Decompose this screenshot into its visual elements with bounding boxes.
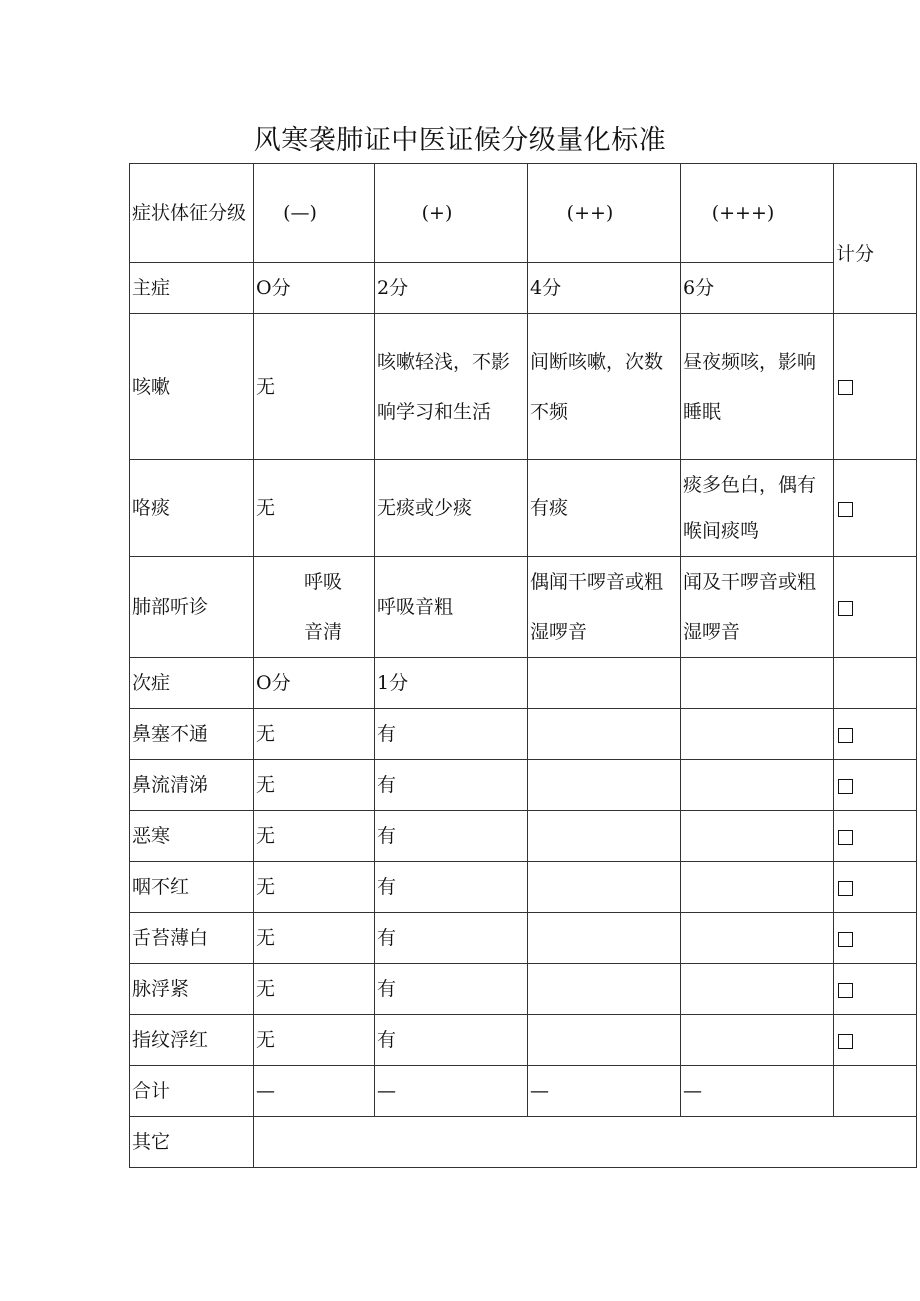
grade-present: 有 [375,913,528,964]
table-row [130,760,917,811]
grade-none: 无 [254,460,375,557]
score-cell [834,964,917,1015]
symptom-name: 咳嗽 [130,314,254,460]
header-grade-none: (—) [254,164,375,263]
score-cell [834,760,917,811]
main-score-0: O分 [254,263,375,314]
secondary-score-0: O分 [254,658,375,709]
grade-none: 无 [254,760,375,811]
empty-cell [681,913,834,964]
score-cell [834,913,917,964]
score-checkbox[interactable] [838,881,853,896]
table-row [130,811,917,862]
table-row [130,557,917,658]
score-cell [834,862,917,913]
other-notes-cell[interactable] [254,1117,917,1168]
score-checkbox[interactable] [838,601,853,616]
grade-present: 有 [375,964,528,1015]
main-symptom-header-row [130,263,917,314]
empty-cell [681,862,834,913]
grade-none: 呼吸音清 [254,557,375,658]
score-cell [834,709,917,760]
main-score-2: 2分 [375,263,528,314]
table-row [130,913,917,964]
main-score-4: 4分 [528,263,681,314]
score-checkbox[interactable] [838,983,853,998]
other-row [130,1117,917,1168]
grade-none: 无 [254,709,375,760]
empty-cell [681,658,834,709]
total-cell: — [528,1066,681,1117]
score-checkbox[interactable] [838,932,853,947]
grade-present: 有 [375,1015,528,1066]
main-symptom-label: 主症 [130,263,254,314]
empty-cell [528,964,681,1015]
grade-severe: 昼夜频咳，影响睡眠 [681,314,834,460]
grade-mild: 呼吸音粗 [375,557,528,658]
score-cell [834,314,917,460]
score-cell [834,811,917,862]
table-row [130,1015,917,1066]
header-symptom-grade: 症状体征分级 [130,164,254,263]
secondary-symptom-label: 次症 [130,658,254,709]
header-row [130,164,917,263]
grade-none: 无 [254,1015,375,1066]
table-row [130,460,917,557]
symptom-name: 指纹浮红 [130,1015,254,1066]
grading-table [129,163,917,1168]
total-cell: — [375,1066,528,1117]
score-checkbox[interactable] [838,502,853,517]
other-label: 其它 [130,1117,254,1168]
table-row [130,314,917,460]
empty-cell [528,658,681,709]
grade-none: 无 [254,314,375,460]
total-cell: — [254,1066,375,1117]
empty-cell [681,811,834,862]
table-row [130,964,917,1015]
score-checkbox[interactable] [838,779,853,794]
empty-cell [681,964,834,1015]
table-row [130,862,917,913]
total-label: 合计 [130,1066,254,1117]
empty-cell [681,1015,834,1066]
total-cell: — [681,1066,834,1117]
empty-cell [681,709,834,760]
empty-cell [681,760,834,811]
score-checkbox[interactable] [838,728,853,743]
secondary-symptom-header-row [130,658,917,709]
table-row [130,709,917,760]
grade-moderate: 有痰 [528,460,681,557]
symptom-name: 脉浮紧 [130,964,254,1015]
empty-cell [528,709,681,760]
grade-present: 有 [375,862,528,913]
grade-present: 有 [375,760,528,811]
grade-severe: 痰多色白，偶有喉间痰鸣 [681,460,834,557]
grade-present: 有 [375,709,528,760]
grade-severe: 闻及干啰音或粗湿啰音 [681,557,834,658]
symptom-name: 咽不红 [130,862,254,913]
score-checkbox[interactable] [838,1034,853,1049]
score-cell [834,1015,917,1066]
score-cell [834,557,917,658]
symptom-name: 恶寒 [130,811,254,862]
score-checkbox[interactable] [838,830,853,845]
grade-moderate: 偶闻干啰音或粗湿啰音 [528,557,681,658]
empty-cell [834,658,917,709]
empty-cell [528,1015,681,1066]
symptom-name: 鼻塞不通 [130,709,254,760]
secondary-score-1: 1分 [375,658,528,709]
header-grade-moderate: (++) [528,164,681,263]
header-score: 计分 [834,164,917,314]
main-score-6: 6分 [681,263,834,314]
symptom-name: 肺部听诊 [130,557,254,658]
symptom-name: 咯痰 [130,460,254,557]
grade-mild: 咳嗽轻浅，不影响学习和生活 [375,314,528,460]
grade-moderate: 间断咳嗽，次数不频 [528,314,681,460]
empty-cell [528,760,681,811]
header-grade-severe: (+++) [681,164,834,263]
empty-cell [528,913,681,964]
total-row [130,1066,917,1117]
symptom-name: 鼻流清涕 [130,760,254,811]
score-cell [834,460,917,557]
page-title: 风寒袭肺证中医证候分级量化标准 [253,125,667,156]
grade-none: 无 [254,862,375,913]
grade-none: 无 [254,811,375,862]
empty-cell [528,811,681,862]
total-score-cell [834,1066,917,1117]
header-grade-mild: (+) [375,164,528,263]
score-checkbox[interactable] [838,380,853,395]
grade-present: 有 [375,811,528,862]
grade-mild: 无痰或少痰 [375,460,528,557]
grade-none: 无 [254,964,375,1015]
empty-cell [528,862,681,913]
symptom-name: 舌苔薄白 [130,913,254,964]
grade-none: 无 [254,913,375,964]
